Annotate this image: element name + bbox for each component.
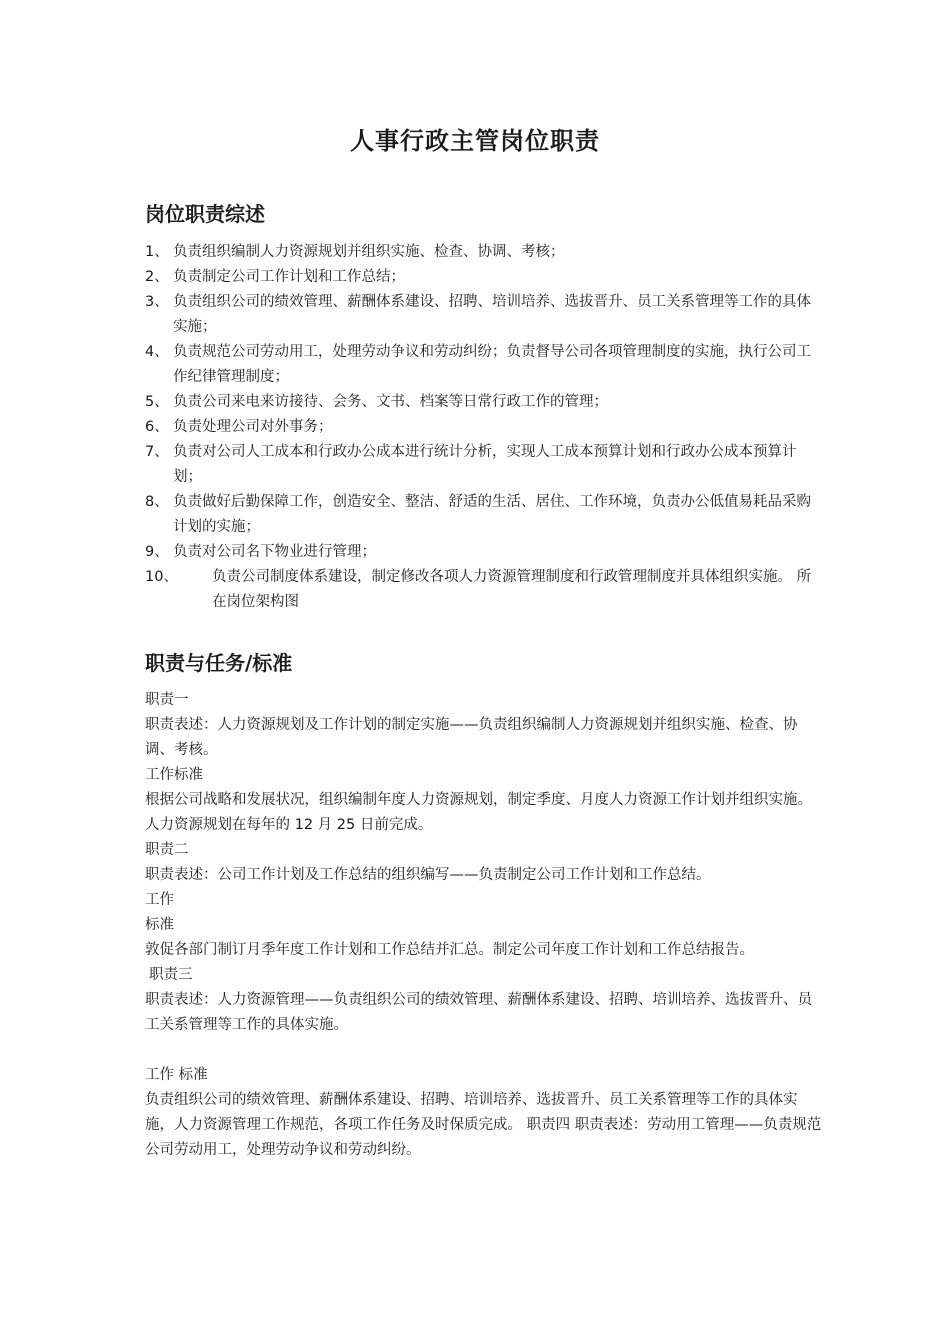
standard-label: 工作 [145, 892, 174, 908]
list-item-number: 8、 [145, 494, 169, 510]
list-item [145, 265, 825, 290]
standard-text: 根据公司战略和发展状况，组织编制年度人力资源规划，制定季度、月度人力资源工作计划并组织实施。人力资源规划在每年的 12 月 25 日前完成。 [145, 792, 812, 833]
list-item [145, 390, 825, 415]
standard-label: 标准 [145, 917, 174, 933]
list-item-text: 负责公司来电来访接待、会务、文书、档案等日常行政工作的管理； [173, 394, 608, 410]
list-item-number: 7、 [145, 444, 169, 460]
standard-text: 负责组织公司的绩效管理、薪酬体系建设、招聘、培训培养、选拔晋升、员工关系管理等工作的具体实施，人力资源管理工作规范，各项工作任务及时保质完成。 职责四 职责表述：劳动用工管理——负责规范公司劳动用工，处理劳动争议和劳动纠纷。 [145, 1092, 822, 1158]
list-item-number: 9、 [145, 544, 169, 560]
list-item-number: 4、 [145, 344, 169, 360]
document-title: 人事行政主管岗位职责 [350, 127, 600, 155]
list-item-text: 负责制定公司工作计划和工作总结； [173, 269, 405, 285]
list-item [145, 490, 825, 540]
list-item-number: 3、 [145, 294, 169, 310]
standard-text: 敦促各部门制订月季年度工作计划和工作总结并汇总。制定公司年度工作计划和工作总结报告。 [145, 942, 754, 958]
list-item [145, 540, 825, 565]
list-item-number: 1、 [145, 244, 169, 260]
list-item [145, 415, 825, 440]
blank-line [145, 1038, 825, 1063]
duties-detail-block [145, 688, 825, 1163]
list-item [145, 565, 825, 615]
duties-overview-list [145, 240, 825, 615]
list-item-text: 负责对公司人工成本和行政办公成本进行统计分析，实现人工成本预算计划和行政办公成本预算计划； [173, 444, 797, 485]
list-item [145, 290, 825, 340]
standard-label: 工作 标准 [145, 1067, 208, 1083]
duty-description: 职责表述：公司工作计划及工作总结的组织编写——负责制定公司工作计划和工作总结。 [145, 867, 711, 883]
list-item-text: 负责做好后勤保障工作，创造安全、整洁、舒适的生活、居住、工作环境，负责办公低值易耗品采购计划的实施； [173, 494, 811, 535]
list-item [145, 340, 825, 390]
list-item [145, 240, 825, 265]
list-item-text: 负责处理公司对外事务； [173, 419, 333, 435]
list-item-number: 10、 [145, 569, 178, 585]
duty-description: 职责表述：人力资源规划及工作计划的制定实施——负责组织编制人力资源规划并组织实施、检查、协调、考核。 [145, 717, 798, 758]
duty-label: 职责三 [149, 967, 193, 983]
list-item-text: 负责组织公司的绩效管理、薪酬体系建设、招聘、培训培养、选拔晋升、员工关系管理等工作的具体实施； [173, 294, 811, 335]
list-item-number: 6、 [145, 419, 169, 435]
list-item-text: 负责组织编制人力资源规划并组织实施、检查、协调、考核； [173, 244, 565, 260]
duty-label: 职责二 [145, 842, 189, 858]
list-item [145, 440, 825, 490]
section-heading-overview: 岗位职责综述 [145, 202, 265, 226]
list-item-text: 负责规范公司劳动用工，处理劳动争议和劳动纠纷；负责督导公司各项管理制度的实施，执行公司工作纪律管理制度； [173, 344, 811, 385]
standard-label: 工作标准 [145, 767, 203, 783]
list-item-number: 2、 [145, 269, 169, 285]
list-item-number: 5、 [145, 394, 169, 410]
list-item-text: 负责公司制度体系建设，制定修改各项人力资源管理制度和行政管理制度并具体组织实施。 所在岗位架构图 [212, 569, 812, 610]
duty-label: 职责一 [145, 692, 189, 708]
duty-description: 职责表述：人力资源管理——负责组织公司的绩效管理、薪酬体系建设、招聘、培训培养、选拔晋升、员工关系管理等工作的具体实施。 [145, 992, 812, 1033]
list-item-text: 负责对公司名下物业进行管理； [173, 544, 376, 560]
section-heading-duties-tasks: 职责与任务/标准 [145, 651, 293, 675]
